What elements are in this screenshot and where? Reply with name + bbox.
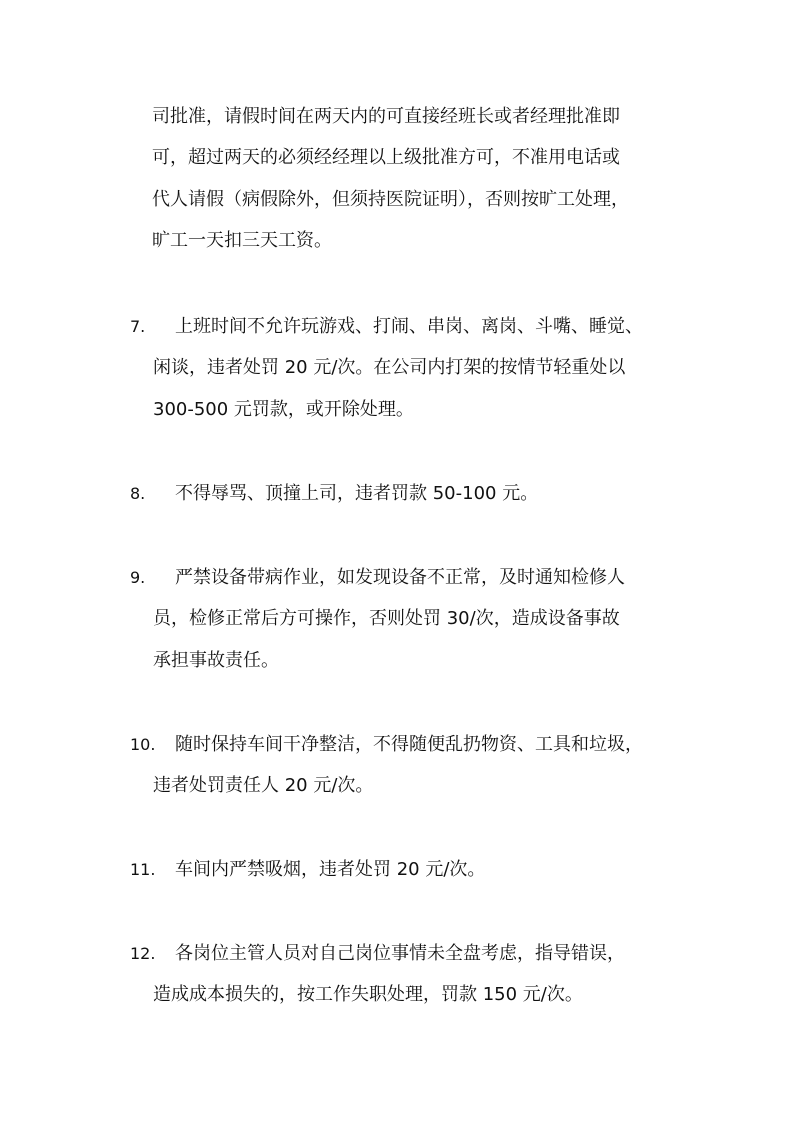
item-line: 严禁设备带病作业，如发现设备不正常，及时通知检修人 bbox=[175, 567, 625, 588]
item-line: 随时保持车间干净整洁，不得随便乱扔物资、工具和垃圾， bbox=[175, 734, 643, 755]
item-line: 300-500 元罚款，或开除处理。 bbox=[153, 399, 414, 420]
item-number: 12. bbox=[130, 944, 156, 963]
item-line: 车间内严禁吸烟，违者处罚 20 元/次。 bbox=[175, 859, 486, 880]
item-number: 8. bbox=[130, 484, 146, 503]
item-line: 闲谈，违者处罚 20 元/次。在公司内打架的按情节轻重处以 bbox=[153, 357, 626, 378]
item-line: 造成成本损失的，按工作失职处理，罚款 150 元/次。 bbox=[153, 984, 583, 1005]
item-number: 9. bbox=[130, 568, 146, 587]
item-line: 上班时间不允许玩游戏、打闹、串岗、离岗、斗嘴、睡觉、 bbox=[175, 316, 643, 337]
item-line: 各岗位主管人员对自己岗位事情未全盘考虑，指导错误， bbox=[175, 943, 625, 964]
item-line: 不得辱骂、顶撞上司，违者罚款 50-100 元。 bbox=[175, 483, 539, 504]
continuation-line: 可，超过两天的必须经经理以上级批准方可，不准用电话或 bbox=[152, 147, 620, 168]
continuation-line: 旷工一天扣三天工资。 bbox=[152, 230, 332, 251]
item-number: 11. bbox=[130, 860, 156, 879]
item-line: 员，检修正常后方可操作，否则处罚 30/次，造成设备事故 bbox=[153, 608, 620, 629]
item-number: 7. bbox=[130, 317, 146, 336]
continuation-line: 司批准，请假时间在两天内的可直接经班长或者经理批准即 bbox=[152, 106, 620, 127]
item-number: 10. bbox=[130, 735, 156, 754]
item-line: 承担事故责任。 bbox=[153, 650, 279, 671]
item-line: 违者处罚责任人 20 元/次。 bbox=[153, 775, 374, 796]
continuation-line: 代人请假（病假除外，但须持医院证明），否则按旷工处理， bbox=[152, 189, 629, 210]
